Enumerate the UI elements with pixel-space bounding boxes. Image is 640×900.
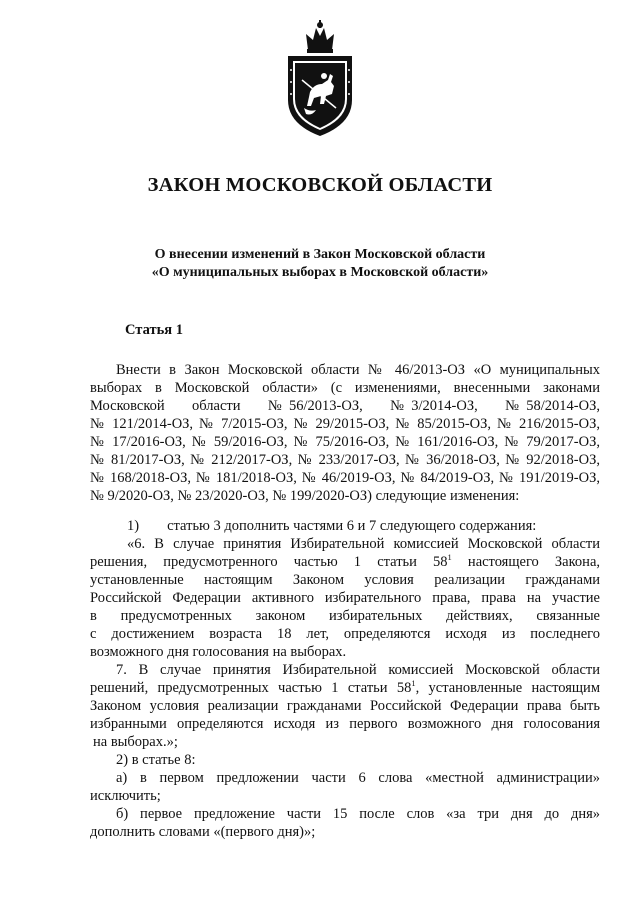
item-2b-line-2: дополнить словами «(первого дня)»; (90, 824, 316, 840)
item-1-text: статью 3 дополнить частями 6 и 7 следующего содержания: (167, 518, 537, 534)
intro-line-7: № 168/2018-ОЗ, № 181/2018-ОЗ, № 46/2019-ОЗ, № 84/2019-ОЗ, № 191/2019-ОЗ, (90, 470, 600, 486)
intro-line-5: № 17/2016-ОЗ, № 59/2016-ОЗ, № 75/2016-ОЗ, № 161/2016-ОЗ, № 79/2017-ОЗ, (90, 434, 600, 450)
law-subtitle-line1: О внесении изменений в Закон Московской области (154, 247, 486, 262)
part7-line-2: решений, предусмотренных частью 1 статьи $58^1$, установленные настоящим (90, 678, 600, 696)
coat-of-arms-icon (280, 20, 360, 138)
item-2a-line-2: исключить; (90, 788, 161, 804)
part6-line-7: возможного дня голосования на выборах. (90, 644, 347, 660)
part6-line-1: «6. В случае принятия Избирательной комиссией Московской области (127, 536, 600, 552)
part6-line-2: решения, предусмотренного частью 1 статьи $58^1$ настоящего Закона, (90, 552, 601, 570)
part6-line-5: в предусмотренных законом избирательных действиях, связанные (90, 608, 600, 624)
intro-line-3: Московской области № 56/2013-ОЗ, № 3/2014-ОЗ, № 58/2014-ОЗ, (90, 398, 600, 414)
intro-line-6: № 81/2017-ОЗ, № 212/2017-ОЗ, № 233/2017-ОЗ, № 36/2018-ОЗ, № 92/2018-ОЗ, (90, 452, 600, 468)
item-2-heading: 2) в статье 8: (116, 752, 196, 768)
item-2a-line-1: а) в первом предложении части 6 слова «местной администрации» (116, 770, 600, 786)
item-1 (127, 517, 600, 535)
part7-line-1: 7. В случае принятия Избирательной комиссией Московской области (116, 662, 600, 678)
part7-line-4: избранными определяются исходя из первого возможного дня голосования (90, 716, 600, 732)
part7-line-3: Законом условия реализации гражданами Российской Федерации права быть (90, 698, 600, 714)
intro-line-8: № 9/2020-ОЗ, № 23/2020-ОЗ, № 199/2020-ОЗ) следующие изменения: (90, 488, 520, 504)
part7-line-5: на выборах.»; (93, 734, 178, 750)
item-2b-line-1: б) первое предложение части 15 после слов «за три дня до дня» (116, 806, 600, 822)
part6-line-4: Российской Федерации активного избирательного права, права на участие (90, 590, 600, 606)
item-1-number: 1) (127, 518, 140, 534)
intro-line-4: № 121/2014-ОЗ, № 7/2015-ОЗ, № 29/2015-ОЗ, № 85/2015-ОЗ, № 216/2015-ОЗ, (90, 416, 600, 432)
law-title: ЗАКОН МОСКОВСКОЙ ОБЛАСТИ (147, 174, 493, 196)
law-subtitle-line2: «О муниципальных выборах в Московской области» (151, 265, 489, 280)
article-heading: Статья 1 (125, 322, 183, 338)
part6-line-6: с достижением возраста 18 лет, определяются исходя из последнего (90, 626, 600, 642)
intro-line-1: Внести в Закон Московской области № 46/2013-ОЗ «О муниципальных (116, 362, 600, 378)
intro-line-2: выборах в Московской области» (с изменениями, внесенными законами (90, 380, 600, 396)
part6-line-3: установленные настоящим Законом условия реализации гражданами (90, 572, 600, 588)
